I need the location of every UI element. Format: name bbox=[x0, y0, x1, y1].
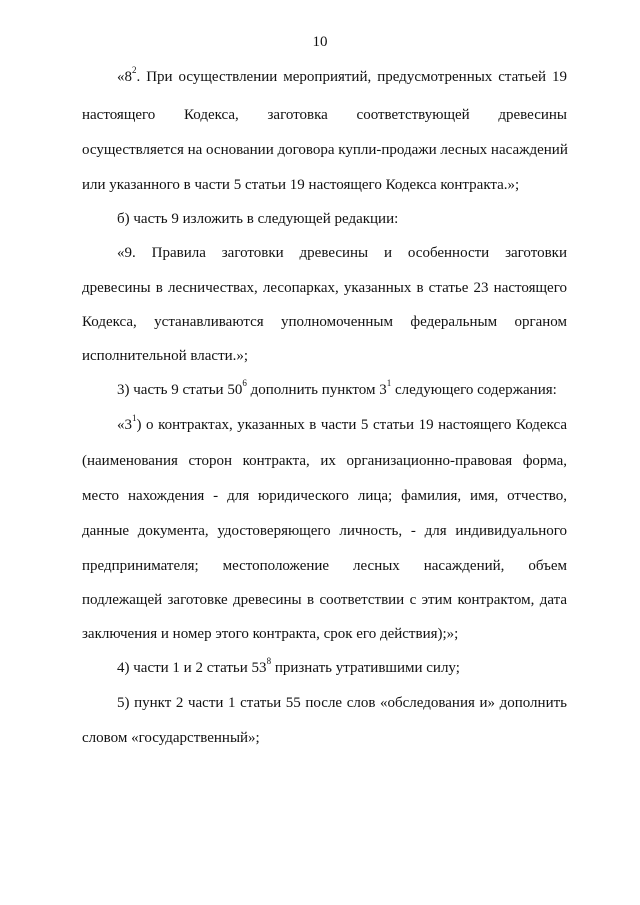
paragraph-line bbox=[117, 656, 567, 677]
paragraph-line: исполнительной власти.»; bbox=[82, 348, 249, 364]
text-run: следующего содержания: bbox=[391, 382, 557, 398]
text-run: 4) части 1 и 2 статьи 53 bbox=[117, 660, 267, 676]
paragraph-line bbox=[117, 413, 567, 434]
superscript: 8 bbox=[266, 656, 272, 666]
superscript: 1 bbox=[386, 378, 392, 388]
page-number: 10 bbox=[312, 34, 328, 50]
text-run: «3 bbox=[117, 417, 132, 433]
paragraph-line: 5) пункт 2 части 1 статьи 55 после слов «обследования и» дополнить bbox=[117, 695, 567, 711]
text-run: . При осуществлении мероприятий, предусмотренных статьей 19 bbox=[136, 69, 567, 85]
paragraph-line: настоящего Кодекса, заготовка соответствующей древесины bbox=[82, 107, 567, 123]
paragraph-line: древесины в лесничествах, лесопарках, указанных в статье 23 настоящего bbox=[82, 280, 567, 296]
superscript: 6 bbox=[242, 378, 247, 388]
paragraph-line: осуществляется на основании договора купли-продажи лесных насаждений bbox=[82, 142, 568, 158]
superscript: 2 bbox=[132, 65, 137, 75]
paragraph-line bbox=[117, 378, 567, 399]
text-run: признать утратившими силу; bbox=[271, 660, 460, 676]
paragraph-line: данные документа, удостоверяющего личность, - для индивидуального bbox=[82, 523, 567, 539]
text-run: ) о контрактах, указанных в части 5 статьи 19 настоящего Кодекса bbox=[136, 417, 567, 433]
paragraph-line: место нахождения - для юридического лица; фамилия, имя, отчество, bbox=[82, 488, 567, 504]
paragraph-line: предпринимателя; местоположение лесных насаждений, объем bbox=[82, 558, 567, 574]
paragraph-line: подлежащей заготовке древесины в соответствии с этим контрактом, дата bbox=[82, 592, 567, 608]
paragraph-line: «9. Правила заготовки древесины и особенности заготовки bbox=[117, 245, 567, 261]
paragraph-line: Кодекса, устанавливаются уполномоченным федеральным органом bbox=[82, 314, 567, 330]
superscript: 1 bbox=[132, 413, 137, 423]
paragraph-line: словом «государственный»; bbox=[82, 730, 260, 746]
paragraph-line: (наименования сторон контракта, их организационно-правовая форма, bbox=[82, 453, 567, 469]
text-run: дополнить пунктом 3 bbox=[246, 382, 387, 398]
paragraph-line: б) часть 9 изложить в следующей редакции: bbox=[117, 211, 399, 227]
paragraph-line: заключения и номер этого контракта, срок его действия);»; bbox=[82, 626, 459, 642]
text-run: «8 bbox=[117, 69, 132, 85]
text-run: 3) часть 9 статьи 50 bbox=[117, 382, 243, 398]
paragraph-line bbox=[117, 65, 567, 86]
paragraph-line: или указанного в части 5 статьи 19 настоящего Кодекса контракта.»; bbox=[82, 177, 520, 193]
